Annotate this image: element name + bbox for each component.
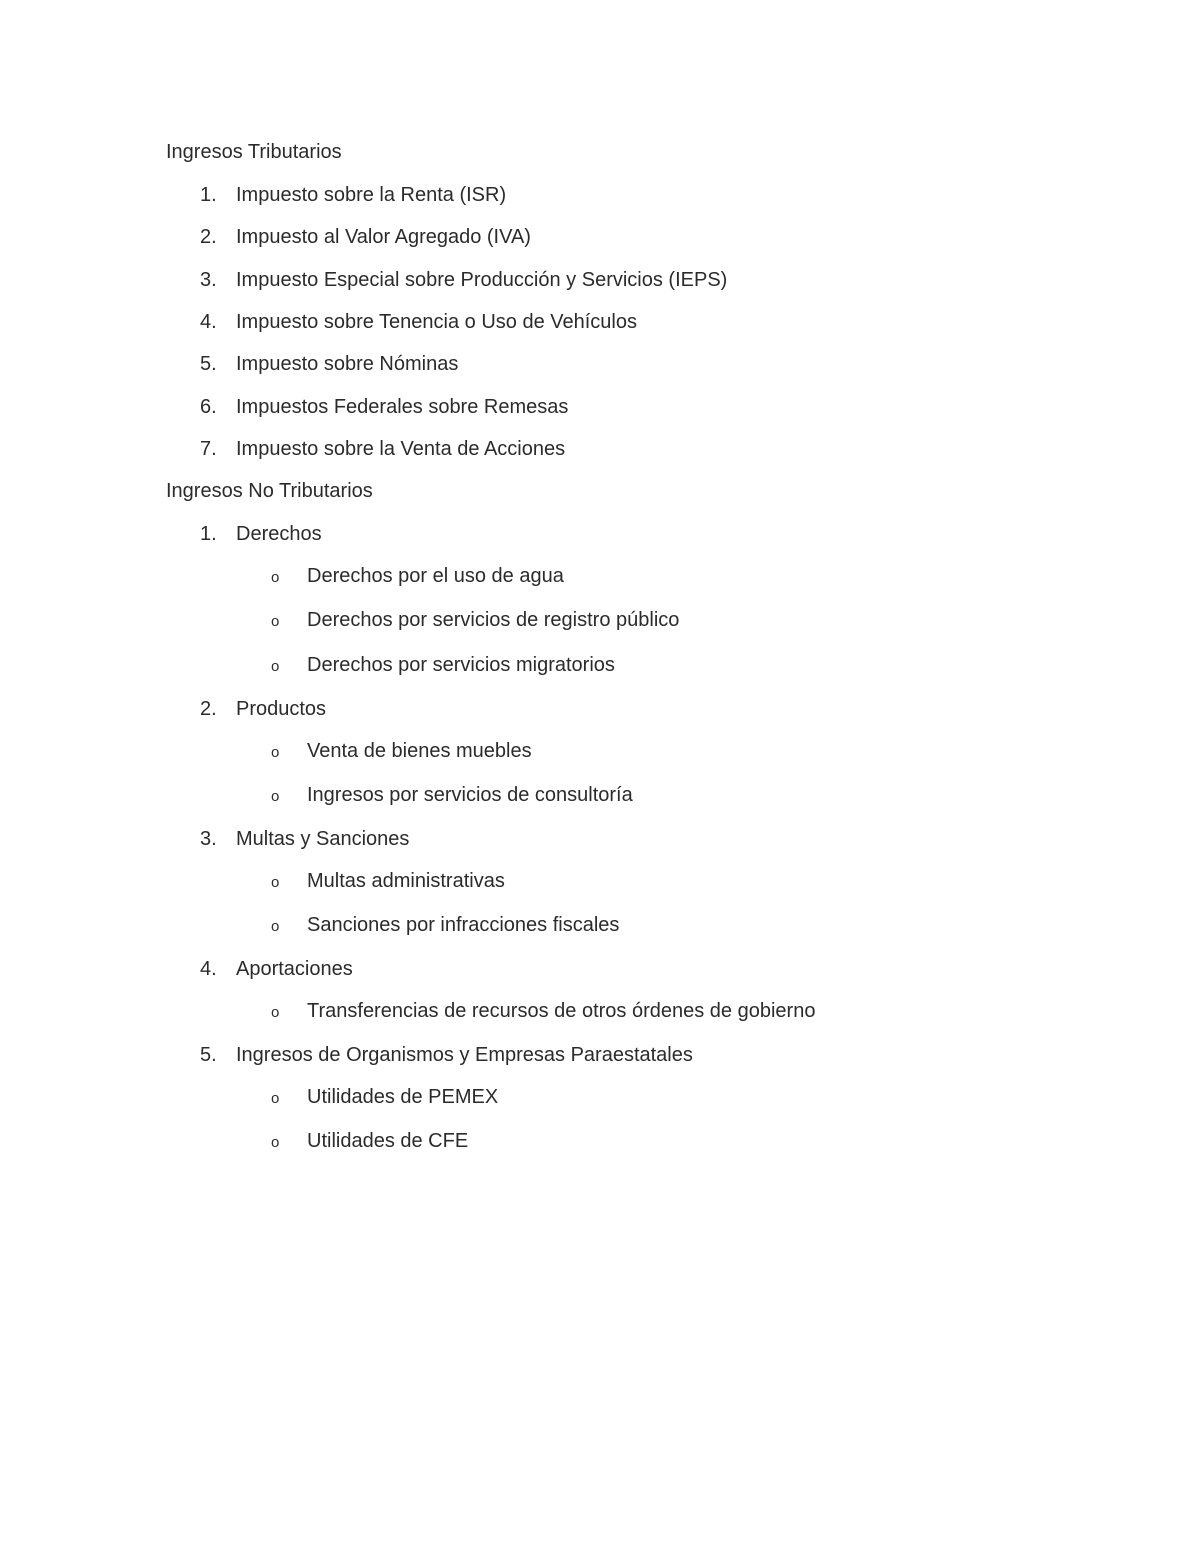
list-item [0,827,1100,851]
sub-list-item [0,999,1100,1023]
bullet-icon: o [271,874,280,891]
list-item-label: Impuesto Especial sobre Producción y Servicios (IEPS) [236,269,728,291]
sub-list-item-label: Utilidades de PEMEX [307,1086,499,1108]
bullet-icon: o [271,918,280,935]
list-item [0,395,1100,419]
bullet-icon: o [271,658,280,675]
sub-list-item-label: Derechos por el uso de agua [307,565,564,587]
bullet-icon: o [271,569,280,586]
list-item-label: Impuesto al Valor Agregado (IVA) [236,226,531,248]
list-number: 4. [200,311,217,333]
bullet-icon: o [271,613,280,630]
list-item [0,437,1100,461]
sub-list-item [0,564,1100,588]
list-number: 7. [200,438,217,460]
list-number: 2. [200,226,217,248]
list-number: 1. [200,523,217,545]
section-title-ingresos-no-tributarios: Ingresos No Tributarios [166,480,373,502]
list-item-label: Impuestos Federales sobre Remesas [236,396,569,418]
bullet-icon: o [271,1090,280,1107]
list-item-label: Ingresos de Organismos y Empresas Paraestatales [236,1044,693,1066]
list-item-label: Impuesto sobre la Renta (ISR) [236,184,507,206]
sub-list-item [0,1129,1100,1153]
bullet-icon: o [271,1004,280,1021]
sub-list-item [0,653,1100,677]
sub-list-item [0,608,1100,632]
list-number: 1. [200,184,217,206]
list-item-label: Productos [236,698,327,720]
list-item-label: Aportaciones [236,958,353,980]
sub-list-item-label: Utilidades de CFE [307,1130,469,1152]
list-item [0,1043,1100,1067]
sub-list-item [0,783,1100,807]
list-item-label: Impuesto sobre la Venta de Acciones [236,438,566,460]
sub-list-item-label: Derechos por servicios de registro público [307,609,680,631]
list-item-label: Impuesto sobre Nóminas [236,353,459,375]
list-number: 6. [200,396,217,418]
sub-list-item-label: Multas administrativas [307,870,505,892]
list-item-label: Multas y Sanciones [236,828,410,850]
sub-list-item [0,913,1100,937]
list-number: 4. [200,958,217,980]
sub-list-item-label: Sanciones por infracciones fiscales [307,914,620,936]
sub-list-item-label: Ingresos por servicios de consultoría [307,784,633,806]
list-item [0,183,1100,207]
sub-list-item [0,1085,1100,1109]
list-item-label: Impuesto sobre Tenencia o Uso de Vehículos [236,311,637,333]
list-number: 5. [200,1044,217,1066]
bullet-icon: o [271,788,280,805]
list-number: 3. [200,269,217,291]
sub-list-item [0,869,1100,893]
list-item-label: Derechos [236,523,322,545]
sub-list-item-label: Transferencias de recursos de otros órdenes de gobierno [307,1000,816,1022]
list-item [0,225,1100,249]
list-number: 2. [200,698,217,720]
sub-list-item-label: Derechos por servicios migratorios [307,654,615,676]
bullet-icon: o [271,744,280,761]
list-item [0,352,1100,376]
list-item [0,697,1100,721]
list-item [0,268,1100,292]
section-title-ingresos-tributarios: Ingresos Tributarios [166,141,342,163]
list-item [0,957,1100,981]
list-number: 3. [200,828,217,850]
list-number: 5. [200,353,217,375]
sub-list-item-label: Venta de bienes muebles [307,740,532,762]
sub-list-item [0,739,1100,763]
list-item [0,522,1100,546]
list-item [0,310,1100,334]
bullet-icon: o [271,1134,280,1151]
